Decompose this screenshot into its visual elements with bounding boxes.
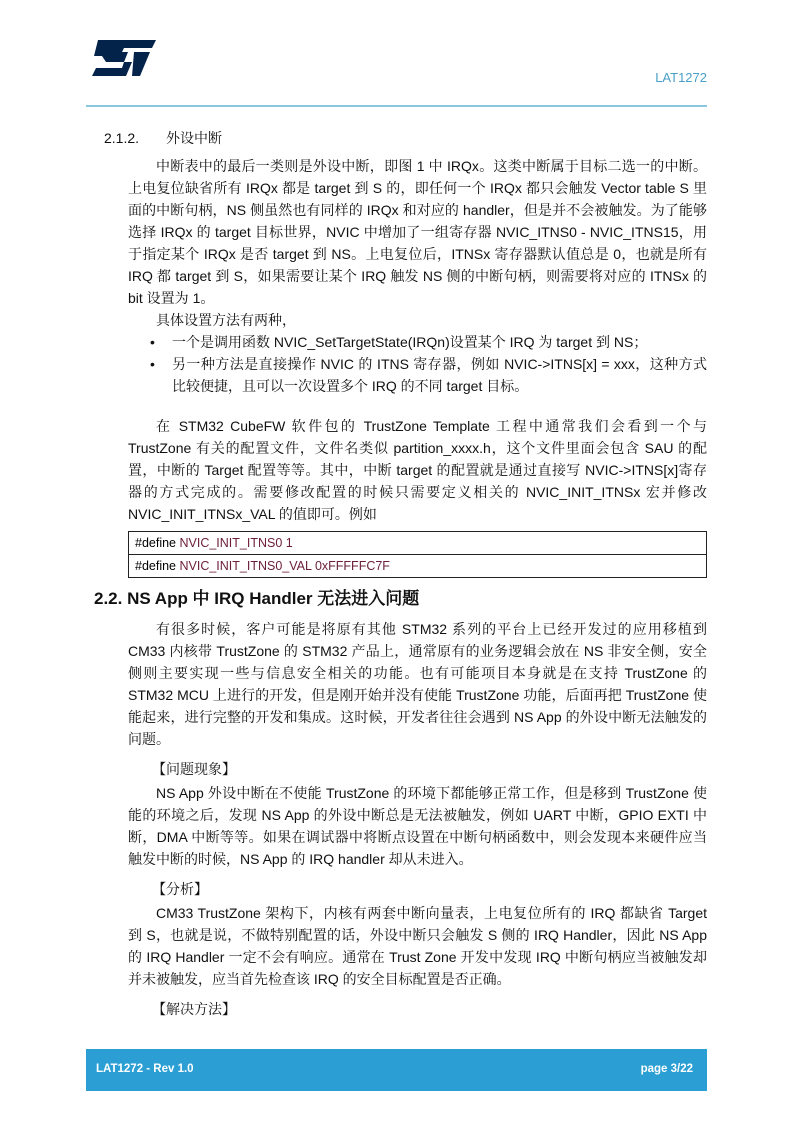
subsection-number: 2.1.2.	[104, 130, 140, 146]
paragraph: 有很多时候，客户可能是将原有其他 STM32 系列的平台上已经开发过的应用移植到 CM33 内核带 TrustZone 的 STM32 产品上，通常原有的业务逻辑会放在 NS 非安全侧，安全侧则主要实现一些与信息安全相关的功能。也有可能项目本身就是在支持 TrustZone 的 STM32 MCU 上进行的开发，但是刚开始并没有使能 TrustZone 功能，后面再把 TrustZone 使能起来，进行完整的开发和集成。这时候，开发者往往会遇到 NS App 的外设中断无法触发的问题。	[128, 621, 707, 747]
footer-page-number: page 3/22	[640, 1063, 693, 1075]
st-logo	[88, 40, 156, 76]
list-item: • 另一种方法是直接操作 NVIC 的 ITNS 寄存器，例如 NVIC->ITNS[x] = xxx，这种方式比较便捷，且可以一次设置多个 IRQ 的不同 target 目标。	[150, 353, 707, 397]
footer-revision: LAT1272 - Rev 1.0	[96, 1063, 194, 1075]
analysis-label: 【分析】	[152, 881, 208, 897]
code-macro: NVIC_INIT_ITNS0_VAL 0xFFFFFC7F	[179, 559, 390, 573]
section-heading: 2.2. NS App 中 IRQ Handler 无法进入问题	[94, 589, 420, 608]
code-keyword: #define	[135, 536, 180, 550]
paragraph: NS App 外设中断在不使能 TrustZone 的环境下都能够正常工作，但是移到 TrustZone 使能的环境之后，发现 NS App 的外设中断总是无法被触发，例如 UART 中断，GPIO EXTI 中断，DMA 中断等等。如果在调试器中将断点设置在中断句柄函数中，则会发现本来硬件应当触发中断的时候，NS App 的 IRQ handler 却从未进入。	[128, 785, 707, 867]
code-keyword: #define	[135, 559, 180, 573]
header-doc-id: LAT1272	[655, 70, 707, 85]
paragraph: 具体设置方法有两种，	[156, 312, 296, 328]
list-item: • 一个是调用函数 NVIC_SetTargetState(IRQn)设置某个 IRQ 为 target 到 NS；	[150, 331, 707, 353]
symptom-label: 【问题现象】	[152, 761, 236, 777]
code-line	[135, 532, 700, 554]
paragraph: 在 STM32 CubeFW 软件包的 TrustZone Template 工程中通常我们会看到一个与 TrustZone 有关的配置文件，文件名类似 partition_xxxx.h，这个文件里面会包含 SAU 的配置，中断的 Target 配置等等。其中，中断 target 的配置就是通过直接写 NVIC->ITNS[x]寄存器的方式完成的。需要修改配置的时候只需要定义相关的 NVIC_INIT_ITNSx 宏并修改 NVIC_INIT_ITNSx_VAL 的值即可。例如	[128, 418, 707, 522]
code-block	[128, 531, 707, 578]
footer-bar	[86, 1049, 707, 1091]
bullet-list	[150, 331, 707, 397]
paragraph: CM33 TrustZone 架构下，内核有两套中断向量表，上电复位所有的 IRQ 都缺省 Target 到 S，也就是说，不做特别配置的话，外设中断只会触发 S 侧的 IRQ Handler，因此 NS App 的 IRQ Handler 一定不会有响应。通常在 Trust Zone 开发中发现 IRQ 中断句柄应当被触发却并未被触发，应当首先检查该 IRQ 的安全目标配置是否正确。	[128, 905, 707, 987]
subsection-title: 外设中断	[166, 130, 222, 146]
page-content	[94, 127, 707, 1022]
subsection-heading	[104, 127, 707, 149]
header-divider	[86, 105, 707, 107]
code-line	[129, 554, 706, 577]
paragraph: 中断表中的最后一类则是外设中断，即图 1 中 IRQx。这类中断属于目标二选一的中断。上电复位缺省所有 IRQx 都是 target 到 S 的，即任何一个 IRQx 都只会触发 Vector table S 里面的中断句柄，NS 侧虽然也有同样的 IRQx 和对应的 handler，但是并不会被触发。为了能够选择 IRQx 的 target 目标世界，NVIC 中增加了一组寄存器 NVIC_ITNS0 - NVIC_ITNS15，用于指定某个 IRQx 是否 target 到 NS。上电复位后，ITNSx 寄存器默认值总是 0，也就是所有 IRQ 都 target 到 S，如果需要让某个 IRQ 触发 NS 侧的中断句柄，则需要将对应的 ITNSx 的 bit 设置为 1。	[128, 158, 707, 306]
code-macro: NVIC_INIT_ITNS0 1	[179, 536, 293, 550]
solution-label: 【解决方法】	[152, 1001, 236, 1017]
